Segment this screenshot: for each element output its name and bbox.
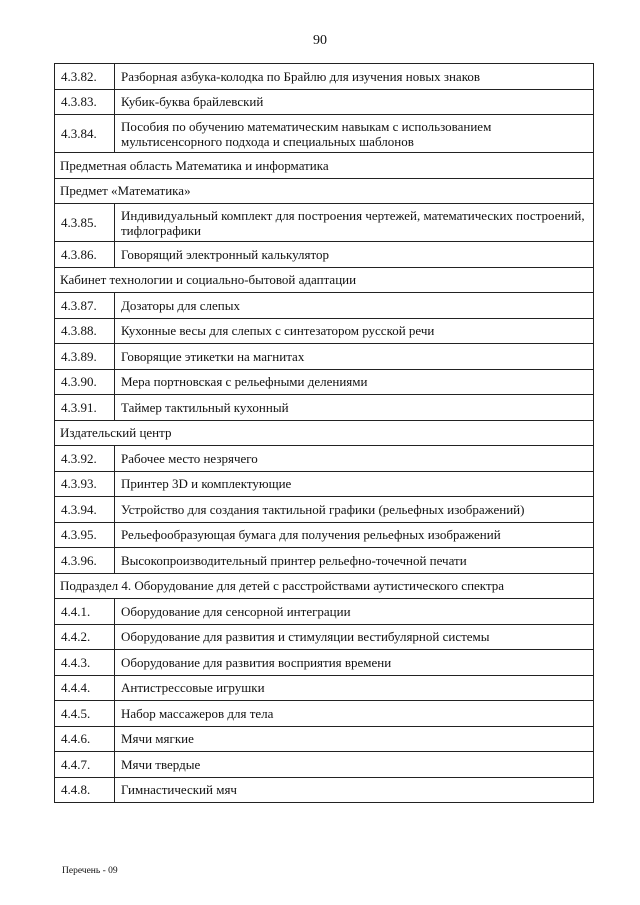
item-description: Индивидуальный комплект для построения чертежей, математических построений, тифлографики [115, 204, 594, 242]
item-description: Набор массажеров для тела [115, 701, 594, 727]
item-description: Дозаторы для слепых [115, 293, 594, 319]
item-description: Мера портновская с рельефными делениями [115, 369, 594, 395]
item-number: 4.4.5. [55, 701, 115, 727]
item-description: Гимнастический мяч [115, 777, 594, 803]
item-description: Мячи мягкие [115, 726, 594, 752]
item-description: Говорящие этикетки на магнитах [115, 344, 594, 370]
section-heading: Предметная область Математика и информатика [55, 153, 594, 179]
table-row [55, 675, 594, 701]
table-row [55, 204, 594, 242]
item-description: Разборная азбука-колодка по Брайлю для изучения новых знаков [115, 64, 594, 90]
table-row [55, 726, 594, 752]
table-row [55, 344, 594, 370]
table-row [55, 318, 594, 344]
item-number: 4.3.88. [55, 318, 115, 344]
item-description: Пособия по обучению математическим навыкам с использованием мультисенсорного подхода и специальных шаблонов [115, 115, 594, 153]
table-row [55, 395, 594, 421]
item-description: Оборудование для развития и стимуляции вестибулярной системы [115, 624, 594, 650]
item-number: 4.4.4. [55, 675, 115, 701]
item-number: 4.3.87. [55, 293, 115, 319]
section-heading: Предмет «Математика» [55, 178, 594, 204]
table-row [55, 446, 594, 472]
table-row [55, 89, 594, 115]
table-row [55, 293, 594, 319]
item-number: 4.4.6. [55, 726, 115, 752]
table-row [55, 599, 594, 625]
table-row [55, 471, 594, 497]
table-row [55, 548, 594, 574]
table-row [55, 64, 594, 90]
item-description: Оборудование для сенсорной интеграции [115, 599, 594, 625]
item-number: 4.4.8. [55, 777, 115, 803]
section-heading: Издательский центр [55, 420, 594, 446]
item-description: Оборудование для развития восприятия времени [115, 650, 594, 676]
item-description: Антистрессовые игрушки [115, 675, 594, 701]
page-footer: Перечень - 09 [62, 866, 118, 876]
item-description: Кубик-буква брайлевский [115, 89, 594, 115]
item-number: 4.3.85. [55, 204, 115, 242]
section-row [55, 420, 594, 446]
item-number: 4.4.3. [55, 650, 115, 676]
table-row [55, 777, 594, 803]
item-number: 4.3.83. [55, 89, 115, 115]
section-heading: Подраздел 4. Оборудование для детей с расстройствами аутистического спектра [55, 573, 594, 599]
item-description: Устройство для создания тактильной графики (рельефных изображений) [115, 497, 594, 523]
item-description: Говорящий электронный калькулятор [115, 242, 594, 268]
item-description: Рабочее место незрячего [115, 446, 594, 472]
item-number: 4.4.2. [55, 624, 115, 650]
item-number: 4.4.7. [55, 752, 115, 778]
section-row [55, 267, 594, 293]
item-number: 4.3.84. [55, 115, 115, 153]
section-row [55, 573, 594, 599]
table-row [55, 115, 594, 153]
table-row [55, 701, 594, 727]
section-heading: Кабинет технологии и социально-бытовой адаптации [55, 267, 594, 293]
section-row [55, 153, 594, 179]
item-number: 4.3.89. [55, 344, 115, 370]
table-row [55, 650, 594, 676]
table-row [55, 497, 594, 523]
table-row [55, 752, 594, 778]
page-number: 90 [313, 33, 327, 48]
section-row [55, 178, 594, 204]
table-row [55, 522, 594, 548]
item-number: 4.3.96. [55, 548, 115, 574]
item-description: Мячи твердые [115, 752, 594, 778]
item-description: Кухонные весы для слепых с синтезатором русской речи [115, 318, 594, 344]
table-row [55, 624, 594, 650]
item-number: 4.3.90. [55, 369, 115, 395]
item-number: 4.3.93. [55, 471, 115, 497]
item-number: 4.3.91. [55, 395, 115, 421]
item-description: Рельефообразующая бумага для получения рельефных изображений [115, 522, 594, 548]
item-number: 4.3.82. [55, 64, 115, 90]
table-row [55, 242, 594, 268]
item-number: 4.3.92. [55, 446, 115, 472]
item-description: Принтер 3D и комплектующие [115, 471, 594, 497]
item-number: 4.3.94. [55, 497, 115, 523]
item-description: Таймер тактильный кухонный [115, 395, 594, 421]
item-number: 4.3.86. [55, 242, 115, 268]
item-number: 4.3.95. [55, 522, 115, 548]
table-row [55, 369, 594, 395]
item-description: Высокопроизводительный принтер рельефно-точечной печати [115, 548, 594, 574]
item-number: 4.4.1. [55, 599, 115, 625]
equipment-table [54, 63, 594, 803]
